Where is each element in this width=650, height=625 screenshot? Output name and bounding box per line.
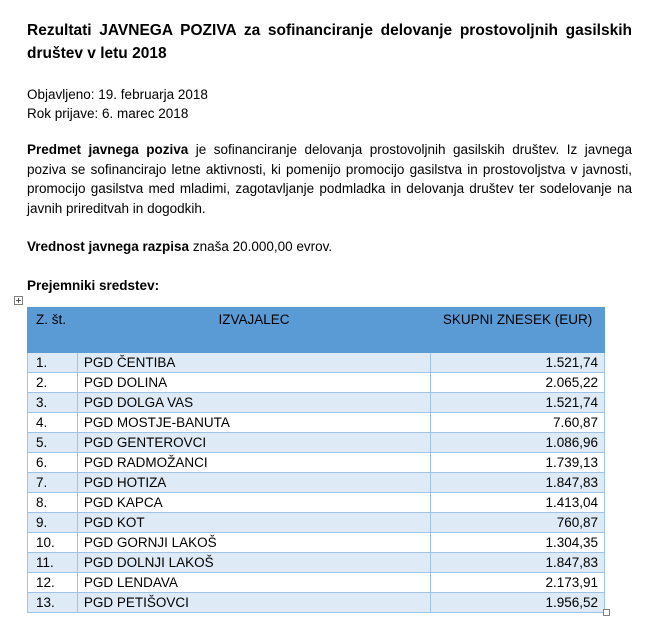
row-provider: PGD HOTIZA (77, 473, 430, 493)
row-number: 8. (28, 493, 78, 513)
table-row (28, 473, 605, 493)
column-header-provider: IZVAJALEC (77, 308, 430, 353)
value-text: znaša 20.000,00 evrov. (189, 239, 333, 254)
row-amount: 1.956,52 (431, 593, 605, 613)
document-body (27, 0, 632, 295)
table-row (28, 513, 605, 533)
row-provider: PGD PETIŠOVCI (77, 593, 430, 613)
value-paragraph (27, 237, 632, 256)
subject-label: Predmet javnega poziva (27, 142, 189, 157)
row-number: 13. (28, 593, 78, 613)
row-number: 6. (28, 453, 78, 473)
document-title: Rezultati JAVNEGA POZIVA za sofinanciranje delovanje prostovoljnih gasilskih društev v letu 2018 (27, 22, 632, 62)
table-header-row (28, 308, 605, 353)
row-number: 4. (28, 413, 78, 433)
row-amount: 1.847,83 (431, 473, 605, 493)
row-amount: 1.086,96 (431, 433, 605, 453)
row-number: 1. (28, 353, 78, 373)
table-row (28, 373, 605, 393)
table-row (28, 393, 605, 413)
value-label: Vrednost javnega razpisa (27, 239, 190, 254)
application-deadline: Rok prijave: 6. marec 2018 (27, 106, 189, 121)
table-row (28, 573, 605, 593)
table-row (28, 413, 605, 433)
row-provider: PGD KAPCA (77, 493, 430, 513)
row-amount: 1.521,74 (431, 393, 605, 413)
table-row (28, 493, 605, 513)
subject-text: je sofinanciranje delovanja prostovoljnih gasilskih društev. Iz javnega poziva se sofinancirajo letne aktivnosti, ki pomenijo promocijo gasilstva in prostovoljstva v javnosti, promocijo gasilstva med mladimi, zagotavljanje podmladka in delovanja društev ter sodelovanje na javnih prireditvah in dogodkih. (27, 142, 632, 216)
row-number: 10. (28, 533, 78, 553)
row-provider: PGD KOT (77, 513, 430, 533)
table-row (28, 453, 605, 473)
row-amount: 1.847,83 (431, 553, 605, 573)
table-row (28, 353, 605, 373)
row-amount: 1.739,13 (431, 453, 605, 473)
row-number: 5. (28, 433, 78, 453)
publication-info (27, 85, 632, 123)
row-provider: PGD LENDAVA (77, 573, 430, 593)
row-number: 11. (28, 553, 78, 573)
table-row (28, 593, 605, 613)
row-provider: PGD DOLNJI LAKOŠ (77, 553, 430, 573)
row-provider: PGD MOSTJE-BANUTA (77, 413, 430, 433)
row-number: 7. (28, 473, 78, 493)
row-amount: 1.304,35 (431, 533, 605, 553)
move-cross-icon[interactable] (14, 296, 23, 305)
row-amount: 2.173,91 (431, 573, 605, 593)
row-provider: PGD RADMOŽANCI (77, 453, 430, 473)
column-header-amount: SKUPNI ZNESEK (EUR) (431, 308, 605, 353)
row-number: 3. (28, 393, 78, 413)
recipients-heading: Prejemniki sredstev: (27, 278, 160, 293)
row-provider: PGD GORNJI LAKOŠ (77, 533, 430, 553)
row-provider: PGD DOLGA VAS (77, 393, 430, 413)
row-provider: PGD ČENTIBA (77, 353, 430, 373)
row-number: 12. (28, 573, 78, 593)
column-header-number: Z. št. (28, 308, 78, 353)
table-row (28, 533, 605, 553)
row-amount: 760,87 (431, 513, 605, 533)
row-number: 2. (28, 373, 78, 393)
row-amount: 2.065,22 (431, 373, 605, 393)
recipients-table (27, 307, 605, 613)
row-amount: 1.521,74 (431, 353, 605, 373)
table-row (28, 553, 605, 573)
table-row (28, 433, 605, 453)
subject-paragraph (27, 140, 632, 218)
published-date: Objavljeno: 19. februarja 2018 (27, 87, 208, 102)
row-amount: 7.60,87 (431, 413, 605, 433)
row-provider: PGD DOLINA (77, 373, 430, 393)
resize-square-icon[interactable] (603, 609, 610, 616)
row-amount: 1.413,04 (431, 493, 605, 513)
row-provider: PGD GENTEROVCI (77, 433, 430, 453)
row-number: 9. (28, 513, 78, 533)
